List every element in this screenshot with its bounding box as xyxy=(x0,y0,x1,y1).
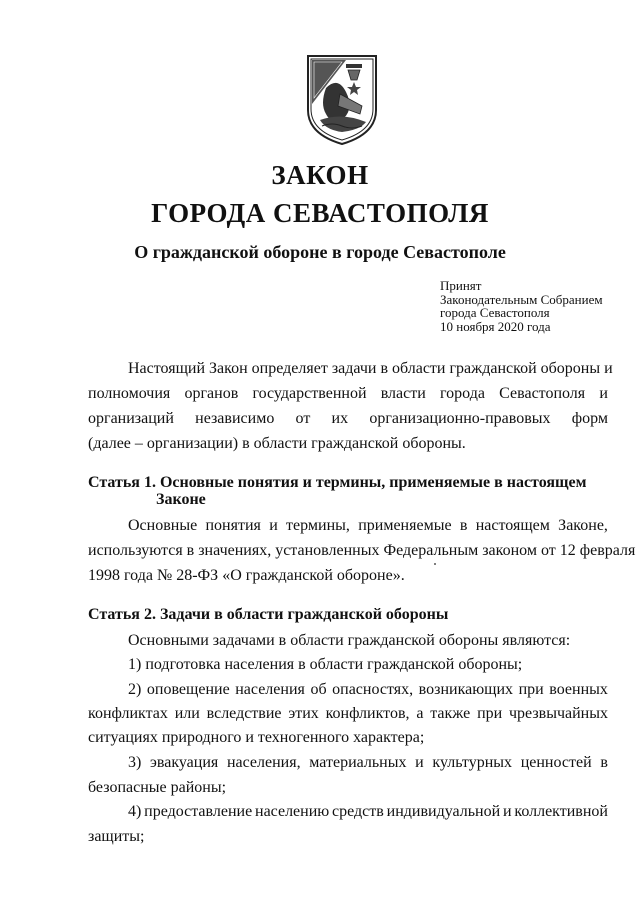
word: вследствие xyxy=(206,705,282,722)
article-2-item-3-line-2: безопасные районы; xyxy=(88,779,227,796)
adoption-line: города Севастополя xyxy=(440,305,550,320)
word: возникающих xyxy=(418,681,514,698)
word: а xyxy=(416,705,424,722)
word: ценностей xyxy=(520,754,592,771)
word: 2) xyxy=(128,681,142,698)
word: организаций xyxy=(88,410,174,427)
article-1-heading: Статья 1. Основные понятия и термины, применяемые в настоящем xyxy=(88,474,587,491)
article-2-item-1: 1) подготовка населения в области гражданской обороны; xyxy=(128,656,523,673)
adoption-note xyxy=(440,279,603,333)
word: в xyxy=(459,517,468,534)
word: города xyxy=(440,385,485,402)
article-1-line-2: используются в значениях, установленных Федеральным законом от 12 февраля xyxy=(88,542,636,559)
word: власти xyxy=(380,385,426,402)
article-2-item-2-line-1 xyxy=(128,681,608,699)
word: их xyxy=(331,410,349,427)
word: форм xyxy=(571,410,608,427)
word: оповещение xyxy=(146,681,230,698)
word: коллективной xyxy=(514,803,608,820)
word: культурных xyxy=(432,754,513,771)
adoption-date: 10 ноября 2020 года xyxy=(440,318,551,334)
word: в xyxy=(600,754,608,771)
word: об xyxy=(310,681,327,698)
word: при xyxy=(518,681,544,698)
article-2-item-2-line-3: ситуациях природного и техногенного характера; xyxy=(88,729,425,746)
preamble-line-4: (далее – организации) в области гражданской обороны. xyxy=(88,435,466,452)
word: Законе, xyxy=(558,517,608,534)
preamble-text: Настоящий Закон определяет задачи в области гражданской обороны и xyxy=(128,360,613,377)
article-2-intro: Основными задачами в области гражданской обороны являются: xyxy=(128,632,571,649)
word: военных xyxy=(549,681,608,698)
word: Основные xyxy=(128,517,198,534)
word: населению xyxy=(255,803,330,820)
word: государственной xyxy=(252,385,367,402)
word: термины, xyxy=(286,517,350,534)
word: организационно-правовых xyxy=(369,410,551,427)
word: от xyxy=(295,410,311,427)
sevastopol-coat-of-arms-icon xyxy=(302,48,382,148)
word: этих xyxy=(288,705,319,722)
law-subtitle: О гражданской обороне в городе Севастополе xyxy=(134,242,506,262)
word: при xyxy=(477,705,503,722)
adoption-line: Принят xyxy=(440,278,482,293)
word: применяемые xyxy=(358,517,452,534)
article-1-line-3: 1998 года № 28-ФЗ «О гражданской обороне». xyxy=(88,567,405,584)
word: и xyxy=(269,517,278,534)
preamble-line-2 xyxy=(88,385,608,403)
article-2-item-4-line-2: защиты; xyxy=(88,828,145,845)
word: полномочия xyxy=(88,385,171,402)
word: 3) xyxy=(128,754,142,771)
word: предоставление xyxy=(144,803,253,820)
word: конфликтах xyxy=(88,705,168,722)
article-2-item-4-line-1 xyxy=(128,803,608,821)
word: населения, xyxy=(226,754,301,771)
word: опасностях, xyxy=(332,681,414,698)
word: и xyxy=(415,754,424,771)
word: населения xyxy=(235,681,305,698)
adoption-line: Законодательным Собранием xyxy=(440,291,603,307)
word: 4) xyxy=(128,803,142,820)
word: конфликтов, xyxy=(325,705,410,722)
preamble-line-3 xyxy=(88,410,608,428)
article-2-item-3-line-1 xyxy=(128,754,608,772)
article-1-heading-cont: Законе xyxy=(156,491,206,508)
law-title: ЗАКОН xyxy=(271,160,369,190)
word: настоящем xyxy=(475,517,550,534)
word: чрезвычайных xyxy=(509,705,608,722)
word: средств xyxy=(332,803,384,820)
preamble-line-1 xyxy=(128,360,613,378)
word: индивидуальной xyxy=(386,803,501,820)
word: Севастополя xyxy=(499,385,586,402)
word: также xyxy=(430,705,471,722)
word: понятия xyxy=(205,517,261,534)
law-title-city: ГОРОДА СЕВАСТОПОЛЯ xyxy=(151,198,489,228)
word: органов xyxy=(184,385,239,402)
article-1-line-1 xyxy=(128,517,608,535)
word: и xyxy=(502,803,512,820)
word: эвакуация xyxy=(150,754,219,771)
word: независимо xyxy=(195,410,275,427)
article-2-item-2-line-2 xyxy=(88,705,608,723)
scan-speck xyxy=(434,563,436,565)
article-2-heading: Статья 2. Задачи в области гражданской обороны xyxy=(88,606,449,623)
word: или xyxy=(174,705,200,722)
word: материальных xyxy=(309,754,407,771)
word: и xyxy=(599,385,608,402)
